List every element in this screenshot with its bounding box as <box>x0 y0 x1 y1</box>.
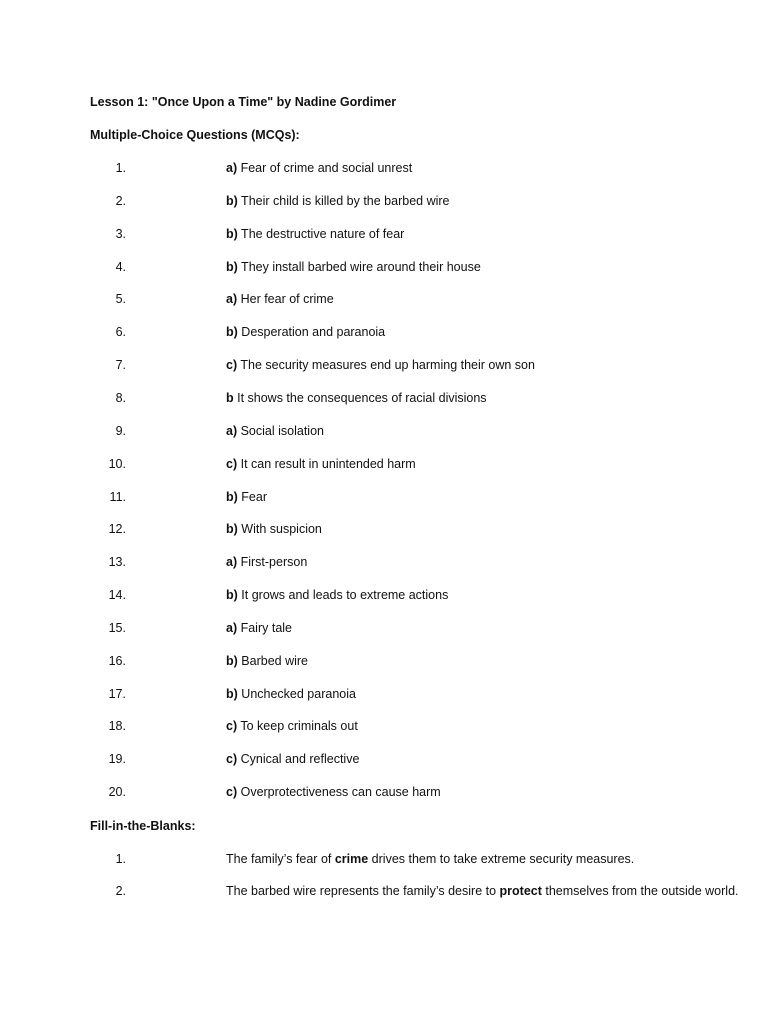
answer-text <box>226 587 448 603</box>
sentence-end: drives them to take extreme security measures. <box>368 852 635 866</box>
mcq-item <box>90 193 450 209</box>
answer-text <box>226 324 385 340</box>
answer-description: With suspicion <box>237 522 322 536</box>
item-number: 6. <box>115 325 126 339</box>
mcq-item <box>90 423 324 439</box>
sentence-start: The barbed wire represents the family’s desire to <box>226 884 500 898</box>
answer-description: Social isolation <box>237 424 324 438</box>
mcq-item <box>90 489 267 505</box>
mcq-item <box>90 259 481 275</box>
answer-text <box>226 653 308 669</box>
item-number: 3. <box>115 227 126 241</box>
answer-letter: b) <box>226 522 238 536</box>
answer-text <box>226 686 356 702</box>
mcq-item <box>90 291 334 307</box>
mcq-item <box>90 390 487 406</box>
mcq-item <box>90 751 360 767</box>
fill-heading: Fill-in-the-Blanks: <box>90 819 196 833</box>
mcq-item <box>90 718 358 734</box>
answer-letter: a) <box>226 161 238 175</box>
answer-description: Fear <box>237 490 267 504</box>
blank-answer: crime <box>334 852 369 866</box>
answer-text <box>226 784 441 800</box>
item-number: 1. <box>115 852 126 866</box>
mcq-item <box>90 521 322 537</box>
mcq-item <box>90 653 308 669</box>
answer-letter: c) <box>226 457 238 471</box>
item-number: 2. <box>115 194 126 208</box>
answer-letter: b) <box>226 490 238 504</box>
mcq-item <box>90 456 416 472</box>
mcq-item <box>90 324 386 340</box>
answer-letter: b) <box>226 588 238 602</box>
mcq-item <box>90 226 405 242</box>
answer-text <box>226 751 359 767</box>
answer-description: They install barbed wire around their house <box>237 260 481 274</box>
fill-item <box>90 883 739 899</box>
answer-text <box>226 423 324 439</box>
answer-description: Desperation and paranoia <box>237 325 386 339</box>
answer-text <box>226 259 481 275</box>
mcq-heading: Multiple-Choice Questions (MCQs): <box>90 128 300 142</box>
answer-letter: b) <box>226 654 238 668</box>
item-number: 17. <box>108 687 126 701</box>
item-number: 19. <box>108 752 126 766</box>
answer-description: Cynical and reflective <box>237 752 360 766</box>
answer-description: Unchecked paranoia <box>237 687 356 701</box>
item-number: 1. <box>115 161 126 175</box>
answer-letter: b) <box>226 687 238 701</box>
item-number: 5. <box>115 292 126 306</box>
fill-item <box>90 851 635 867</box>
answer-text <box>226 357 535 373</box>
answer-text <box>226 226 404 242</box>
item-number: 10. <box>108 457 126 471</box>
item-number: 2. <box>115 884 126 898</box>
blank-answer: protect <box>499 884 542 898</box>
answer-description: Their child is killed by the barbed wire <box>237 194 450 208</box>
mcq-item <box>90 620 293 636</box>
sentence-start: The family’s fear of <box>226 852 335 866</box>
answer-text <box>226 456 416 472</box>
item-number: 14. <box>108 588 126 602</box>
answer-description: The destructive nature of fear <box>237 227 405 241</box>
answer-description: Barbed wire <box>237 654 308 668</box>
answer-text <box>226 390 487 406</box>
answer-description: It can result in unintended harm <box>237 457 416 471</box>
answer-letter: a) <box>226 621 238 635</box>
item-number: 7. <box>115 358 126 372</box>
item-number: 4. <box>115 260 126 274</box>
answer-letter: b) <box>226 260 238 274</box>
answer-letter: c) <box>226 719 238 733</box>
answer-letter: a) <box>226 292 238 306</box>
answer-letter: a) <box>226 424 238 438</box>
item-number: 11. <box>109 490 126 504</box>
item-number: 9. <box>115 424 126 438</box>
answer-description: Fairy tale <box>237 621 293 635</box>
answer-text <box>226 489 267 505</box>
lesson-title: Lesson 1: "Once Upon a Time" by Nadine Gordimer <box>90 95 397 109</box>
answer-text <box>226 160 412 176</box>
answer-description: The security measures end up harming their own son <box>237 358 535 372</box>
answer-letter: b <box>226 391 234 405</box>
answer-description: To keep criminals out <box>237 719 358 733</box>
answer-letter: c) <box>226 785 238 799</box>
answer-letter: b) <box>226 194 238 208</box>
item-number: 15. <box>108 621 126 635</box>
mcq-item <box>90 784 441 800</box>
mcq-item <box>90 554 308 570</box>
item-number: 8. <box>115 391 126 405</box>
sentence <box>226 851 634 867</box>
answer-description: It shows the consequences of racial divisions <box>233 391 487 405</box>
item-number: 20. <box>108 785 126 799</box>
item-number: 16. <box>108 654 126 668</box>
answer-text <box>226 554 307 570</box>
mcq-item <box>90 357 535 373</box>
answer-letter: a) <box>226 555 238 569</box>
item-number: 18. <box>108 719 126 733</box>
item-number: 13. <box>108 555 126 569</box>
answer-description: Fear of crime and social unrest <box>237 161 413 175</box>
mcq-item <box>90 587 449 603</box>
sentence-end: themselves from the outside world. <box>541 884 739 898</box>
answer-text <box>226 718 358 734</box>
answer-text <box>226 620 292 636</box>
answer-letter: b) <box>226 227 238 241</box>
answer-text <box>226 291 334 307</box>
sentence <box>226 883 739 899</box>
answer-description: First-person <box>237 555 308 569</box>
answer-description: It grows and leads to extreme actions <box>237 588 449 602</box>
mcq-item <box>90 686 356 702</box>
answer-letter: c) <box>226 752 238 766</box>
answer-letter: b) <box>226 325 238 339</box>
answer-letter: c) <box>226 358 238 372</box>
answer-text <box>226 193 450 209</box>
answer-description: Overprotectiveness can cause harm <box>237 785 441 799</box>
mcq-item <box>90 160 413 176</box>
item-number: 12. <box>108 522 126 536</box>
answer-text <box>226 521 322 537</box>
answer-description: Her fear of crime <box>237 292 334 306</box>
